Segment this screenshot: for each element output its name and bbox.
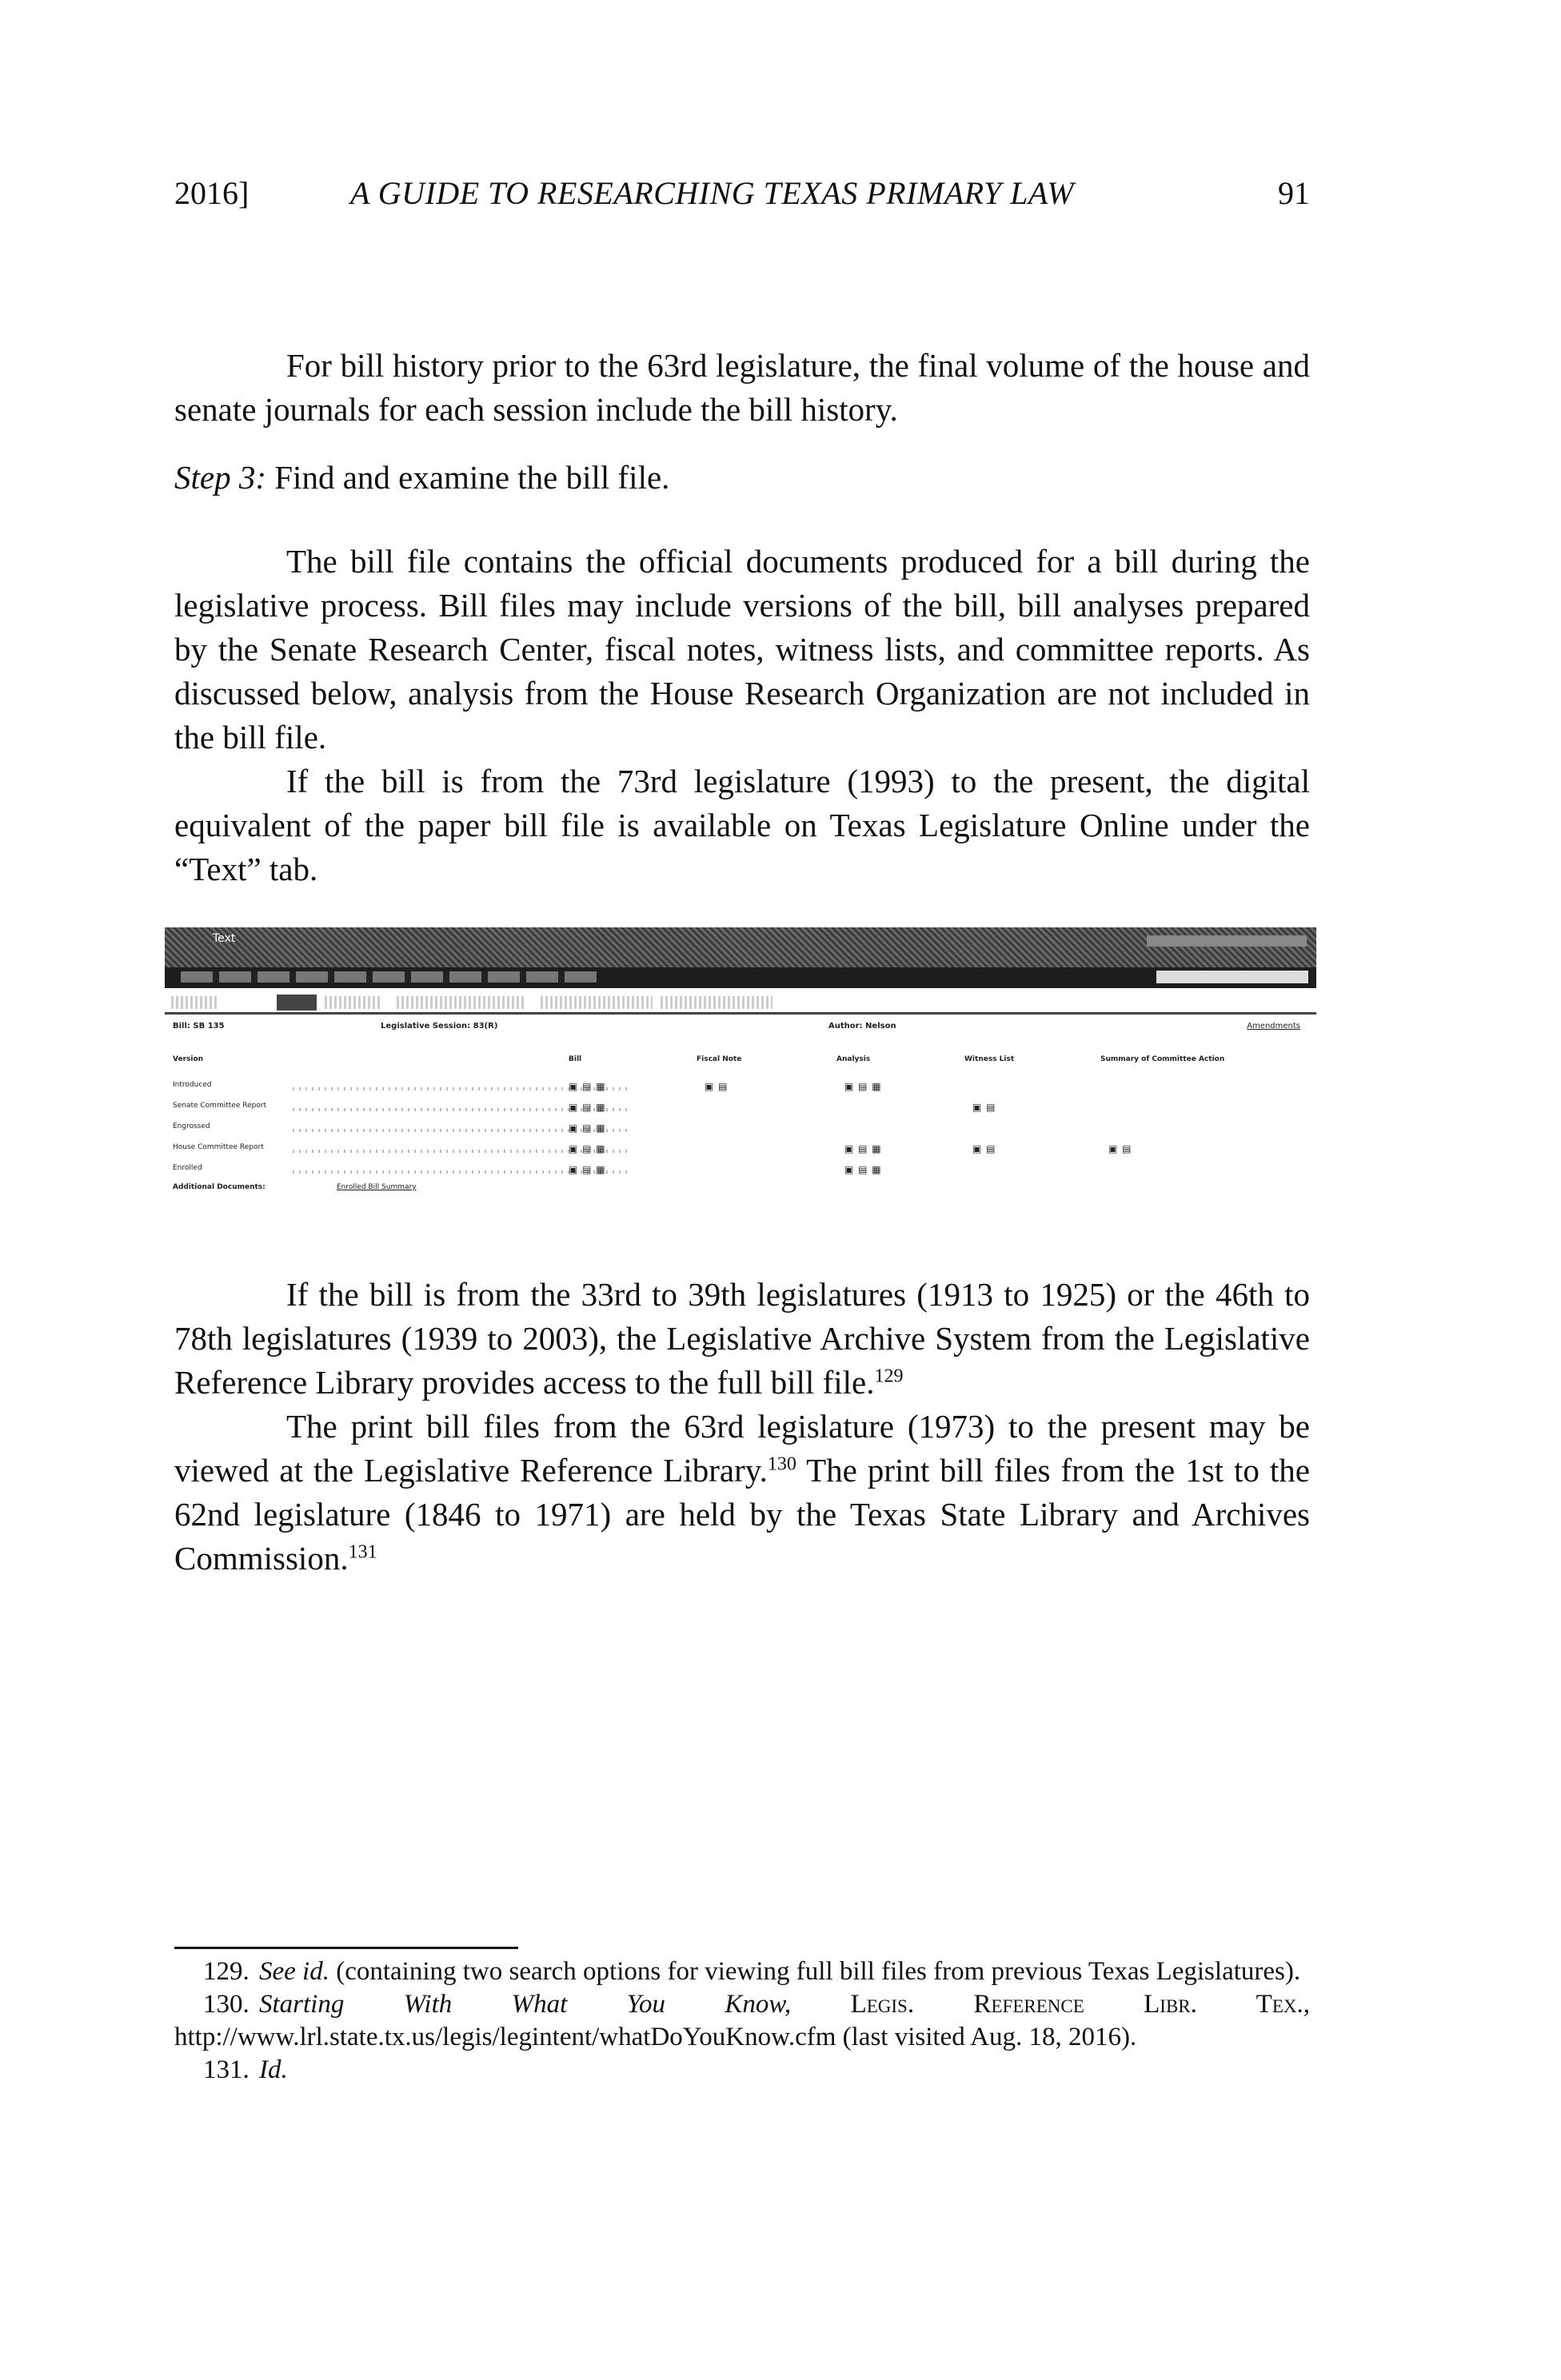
footnote-signal: See id. — [259, 1957, 329, 1986]
figure-meta-bill: Bill: SB 135 — [173, 1022, 225, 1031]
footnote-ref-130: 130 — [767, 1453, 796, 1475]
figure-row-bill-icons: ▣ ▤ ▦ — [569, 1102, 606, 1113]
figure-row-analysis-icons: ▣ ▤ ▦ — [844, 1143, 882, 1154]
figure-row-label: Enrolled — [173, 1164, 202, 1172]
footnote-source-title: Starting With What You Know, — [259, 1990, 792, 2019]
figure-search-box — [1156, 971, 1308, 983]
body-text-top — [174, 344, 1310, 891]
figure-table-row — [173, 1162, 1308, 1180]
paragraph-bill-history: For bill history prior to the 63rd legislature, the final volume of the house and senate journals for each session include the bill history. — [174, 347, 1310, 428]
paragraph-73rd-legislature: If the bill is from the 73rd legislature (1993) to the present, the digital equivalent of the paper bill file is available on Texas Legislature Online under the “Text” tab. — [174, 763, 1310, 887]
footnote-id: Id. — [259, 2055, 288, 2084]
figure-row-analysis-icons: ▣ ▤ ▦ — [844, 1164, 882, 1175]
figure-tab-authors — [397, 996, 525, 1009]
step-3-line — [174, 456, 1310, 500]
figure-col-witness: Witness List — [964, 1055, 1015, 1063]
footnotes — [174, 1955, 1310, 2087]
figure-row-fiscal-icons: ▣ ▤ — [705, 1081, 729, 1092]
figure-row-bill-icons: ▣ ▤ ▦ — [569, 1081, 606, 1092]
figure-table-row — [173, 1100, 1308, 1118]
figure-row-label: Senate Committee Report — [173, 1102, 267, 1110]
figure-row-label: Engrossed — [173, 1122, 210, 1130]
running-head — [174, 174, 1310, 222]
figure-col-fiscal: Fiscal Note — [697, 1055, 742, 1063]
figure-col-summary: Summary of Committee Action — [1100, 1055, 1225, 1063]
figure-meta-link: Amendments — [1247, 1022, 1300, 1031]
paragraph-print-text-a: The print bill files from the 63rd legislature (1973) to the present may be viewed at the Legislative Reference Library. — [174, 1408, 1310, 1489]
footnote-129 — [174, 1955, 1310, 1988]
figure-table-row — [173, 1079, 1308, 1097]
figure-row-label: Introduced — [173, 1081, 212, 1089]
running-head-year: 2016] — [174, 175, 250, 211]
figure-row-bill-icons: ▣ ▤ ▦ — [569, 1143, 606, 1154]
figure-tab-sponsors — [541, 996, 653, 1009]
figure-tab-history — [171, 996, 219, 1009]
paragraph-print-files — [174, 1405, 1310, 1581]
footnote-number: 131. — [203, 2055, 250, 2084]
tlo-screenshot-figure — [165, 927, 1316, 1207]
figure-row-summary-icons: ▣ ▤ — [1108, 1143, 1132, 1154]
step-label: Step 3: — [174, 459, 266, 496]
paragraph-archive-system — [174, 1273, 1310, 1405]
step-text: Find and examine the bill file. — [266, 459, 670, 496]
paragraph-print-text-b: The print bill files from the 1st to the 62nd legislature (1846 to 1971) are held by the Texas State Library and Archives Commission. — [174, 1452, 1310, 1577]
figure-tab-actions — [325, 996, 381, 1009]
footnote-text: (containing two search options for viewing full bill files from previous Texas Legislatures). — [329, 1957, 1301, 1986]
figure-tab-strip — [165, 995, 1316, 1015]
figure-row-witness-icons: ▣ ▤ — [972, 1143, 996, 1154]
figure-nav-items — [181, 971, 597, 983]
figure-banner-title: Text — [213, 932, 236, 945]
figure-col-bill: Bill — [569, 1055, 582, 1063]
figure-table-row — [173, 1142, 1308, 1159]
footnote-divider — [174, 1947, 518, 1949]
paragraph-bill-file: The bill file contains the official documents produced for a bill during the legislative process. Bill files may include versions of the bill, bill analyses prepared by the Senate Research Center, fiscal notes, witness lists, and committee reports. As discussed below, analysis from the House Research Organization are not included in the bill file. — [174, 543, 1310, 755]
figure-tab-text-active — [277, 995, 317, 1011]
figure-banner-links — [1147, 935, 1307, 947]
figure-nav-bar — [165, 967, 1316, 988]
paragraph-archive-text: If the bill is from the 33rd to 39th legislatures (1913 to 1925) or the 46th to 78th legislatures (1939 to 2003), the Legislative Archive System from the Legislative Reference Library provides access to the full bill file. — [174, 1276, 1310, 1401]
running-head-title: A GUIDE TO RESEARCHING TEXAS PRIMARY LAW — [350, 175, 1075, 211]
figure-tab-captions — [661, 996, 773, 1009]
figure-row-label: House Committee Report — [173, 1143, 264, 1151]
footnote-number: 130. — [203, 1990, 250, 2019]
figure-enrolled-summary-link: Enrolled Bill Summary — [337, 1183, 417, 1191]
figure-row-witness-icons: ▣ ▤ — [972, 1102, 996, 1113]
figure-meta-session: Legislative Session: 83(R) — [381, 1022, 498, 1031]
figure-meta-author: Author: Nelson — [828, 1022, 896, 1031]
figure-row-bill-icons: ▣ ▤ ▦ — [569, 1164, 606, 1175]
footnote-130 — [174, 1988, 1310, 2054]
figure-row-analysis-icons: ▣ ▤ ▦ — [844, 1081, 882, 1092]
footnote-ref-131: 131 — [348, 1541, 377, 1563]
footnote-number: 129. — [203, 1957, 250, 1986]
footnote-source-publisher: Legis. Reference Libr. Tex., — [791, 1990, 1310, 2019]
footnote-ref-129: 129 — [874, 1365, 904, 1387]
body-text-bottom — [174, 1273, 1310, 1581]
footnote-131 — [174, 2054, 1310, 2087]
page-number: 91 — [1278, 175, 1310, 211]
figure-additional-documents-label: Additional Documents: — [173, 1183, 265, 1191]
figure-row-bill-icons: ▣ ▤ ▦ — [569, 1122, 606, 1134]
footnote-url-text: http://www.lrl.state.tx.us/legis/legintent/whatDoYouKnow.cfm (last visited Aug. 18, 2016). — [174, 2023, 1137, 2051]
figure-col-analysis: Analysis — [836, 1055, 871, 1063]
figure-banner — [165, 927, 1316, 967]
figure-table-row — [173, 1121, 1308, 1138]
figure-col-version: Version — [173, 1055, 204, 1063]
